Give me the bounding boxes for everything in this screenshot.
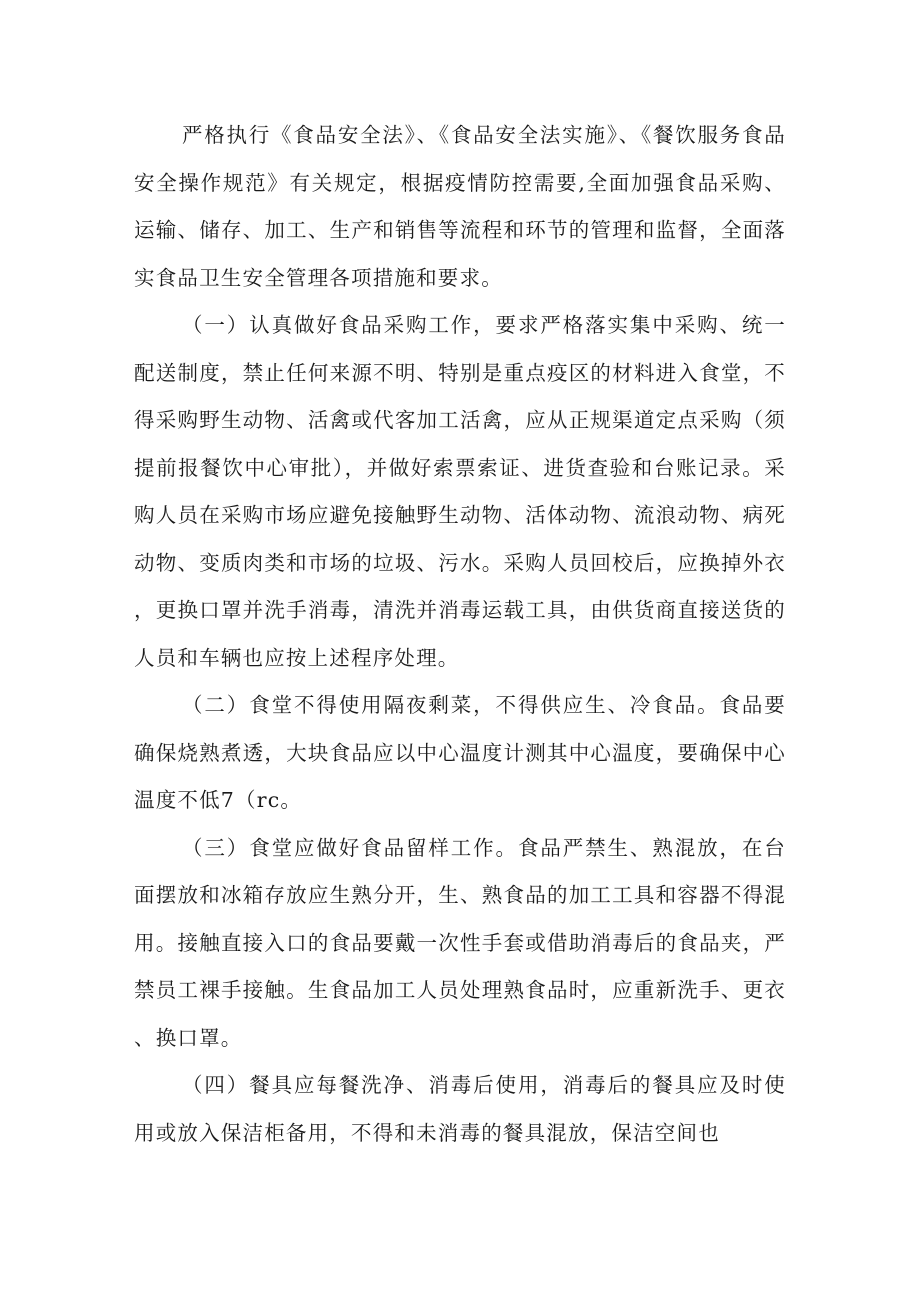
document-body	[134, 112, 786, 1157]
paragraph-leftovers: （二）食堂不得使用隔夜剩菜，不得供应生、冷食品。食品要确保烧熟煮透，大块食品应以中心温度计测其中心温度，要确保中心温度不低7（rc。	[134, 693, 786, 812]
paragraph-tableware: （四）餐具应每餐洗净、消毒后使用，消毒后的餐具应及时使用或放入保洁柜备用，不得和未消毒的餐具混放，保洁空间也	[134, 1073, 786, 1145]
paragraph-sample-retention: （三）食堂应做好食品留样工作。食品严禁生、熟混放，在台面摆放和冰箱存放应生熟分开，生、熟食品的加工工具和容器不得混用。接触直接入口的食品要戴一次性手套或借助消毒后的食品夹，严禁员工裸手接触。生食品加工人员处理熟食品时，应重新洗手、更衣、换口罩。	[134, 835, 786, 1050]
paragraph-procurement: （一）认真做好食品采购工作，要求严格落实集中采购、统一配送制度，禁止任何来源不明、特别是重点疫区的材料进入食堂，不得采购野生动物、活禽或代客加工活禽，应从正规渠道定点采购（须提前报餐饮中心审批），并做好索票索证、进货查验和台账记录。采购人员在采购市场应避免接触野生动物、活体动物、流浪动物、病死动物、变质肉类和市场的垃圾、污水。采购人员回校后，应换掉外衣，更换口罩并洗手消毒，清洗并消毒运载工具，由供货商直接送货的人员和车辆也应按上述程序处理。	[134, 313, 786, 670]
paragraph-intro: 严格执行《食品安全法》、《食品安全法实施》、《餐饮服务食品安全操作规范》有关规定，根据疫情防控需要,全面加强食品采购、运输、储存、加工、生产和销售等流程和环节的管理和监督，全面落实食品卫生安全管理各项措施和要求。	[134, 123, 786, 290]
